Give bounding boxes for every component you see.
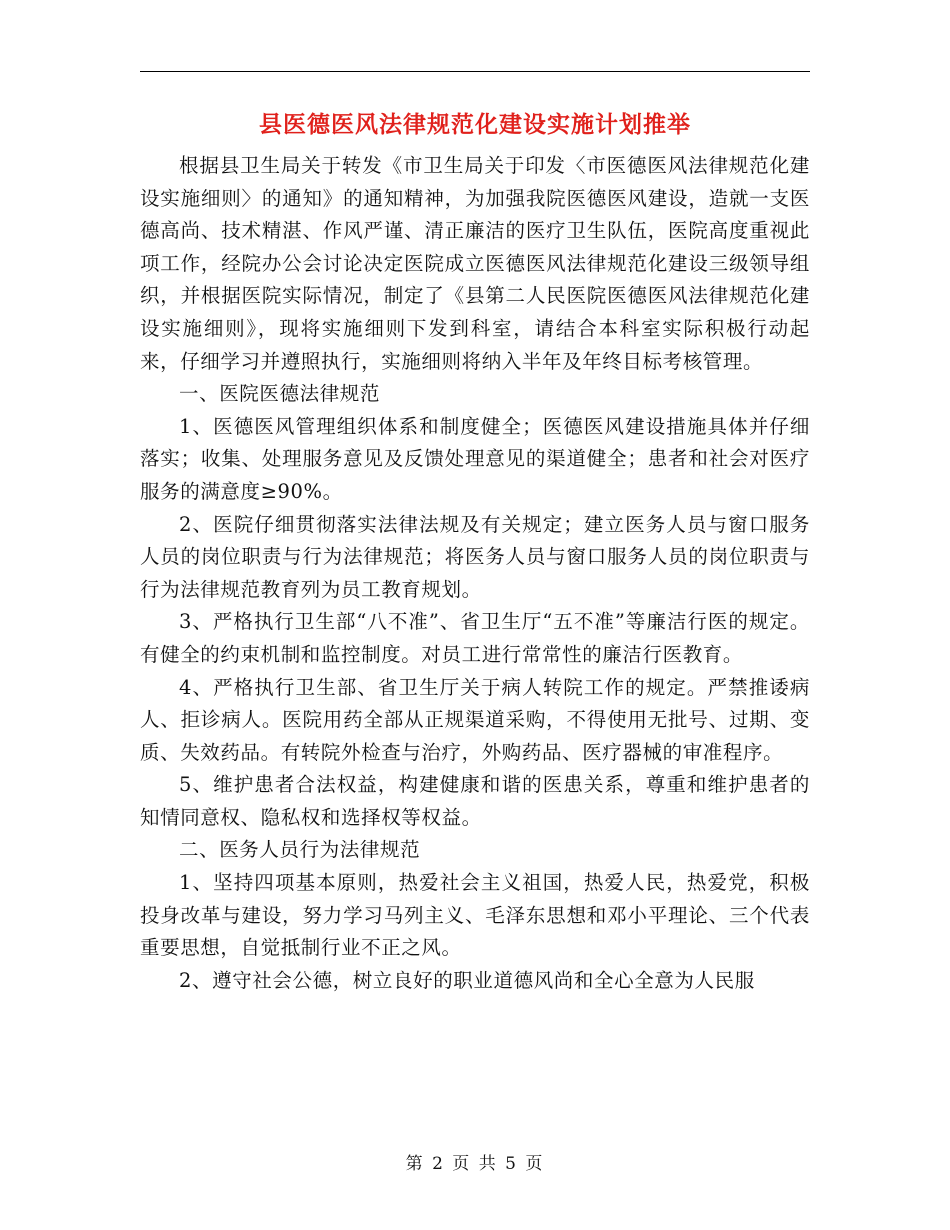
paragraph-1-1: 1、医德医风管理组织体系和制度健全；医德医风建设措施具体并仔细落实；收集、处理服务意见及反馈处理意见的渠道健全；患者和社会对医疗服务的满意度≥90%。 xyxy=(140,414,810,503)
document-body xyxy=(140,150,810,997)
paragraph-2-2: 2、遵守社会公德，树立良好的职业道德风尚和全心全意为人民服 xyxy=(179,968,755,992)
paragraph-1-5: 5、维护患者合法权益，构建健康和谐的医患关系，尊重和维护患者的知情同意权、隐私权和选择权等权益。 xyxy=(140,773,810,829)
header-rule xyxy=(140,71,810,72)
paragraph-1-3: 3、严格执行卫生部“八不准”、省卫生厅“五不准”等廉洁行医的规定。有健全的约束机制和监控制度。对员工进行常常性的廉洁行医教育。 xyxy=(140,610,810,666)
section-heading-2: 二、医务人员行为法律规范 xyxy=(179,838,421,862)
paragraph-1-4: 4、严格执行卫生部、省卫生厅关于病人转院工作的规定。严禁推诿病人、拒诊病人。医院用药全部从正规渠道采购，不得使用无批号、过期、变质、失效药品。有转院外检查与治疗，外购药品、医疗器械的审准程序。 xyxy=(140,675,810,764)
paragraph-intro: 根据县卫生局关于转发《市卫生局关于印发〈市医德医风法律规范化建设实施细则〉的通知》的通知精神，为加强我院医德医风建设，造就一支医德高尚、技术精湛、作风严谨、清正廉洁的医疗卫生队伍，医院高度重视此项工作，经院办公会讨论决定医院成立医德医风法律规范化建设三级领导组织，并根据医院实际情况，制定了《县第二人民医院医德医风法律规范化建设实施细则》，现将实施细则下发到科室，请结合本科室实际积极行动起来，仔细学习并遵照执行，实施细则将纳入半年及年终目标考核管理。 xyxy=(140,154,810,373)
page-footer: 第 2 页 共 5 页 xyxy=(405,1154,545,1174)
paragraph-2-1: 1、坚持四项基本原则，热爱社会主义祖国，热爱人民，热爱党，积极投身改革与建设，努力学习马列主义、毛泽东思想和邓小平理论、三个代表重要思想，自觉抵制行业不正之风。 xyxy=(140,871,810,960)
document-title: 县医德医风法律规范化建设实施计划推举 xyxy=(259,111,691,138)
section-heading-1: 一、医院医德法律规范 xyxy=(179,382,381,406)
paragraph-1-2: 2、医院仔细贯彻落实法律法规及有关规定；建立医务人员与窗口服务人员的岗位职责与行为法律规范；将医务人员与窗口服务人员的岗位职责与行为法律规范教育列为员工教育规划。 xyxy=(140,512,810,601)
